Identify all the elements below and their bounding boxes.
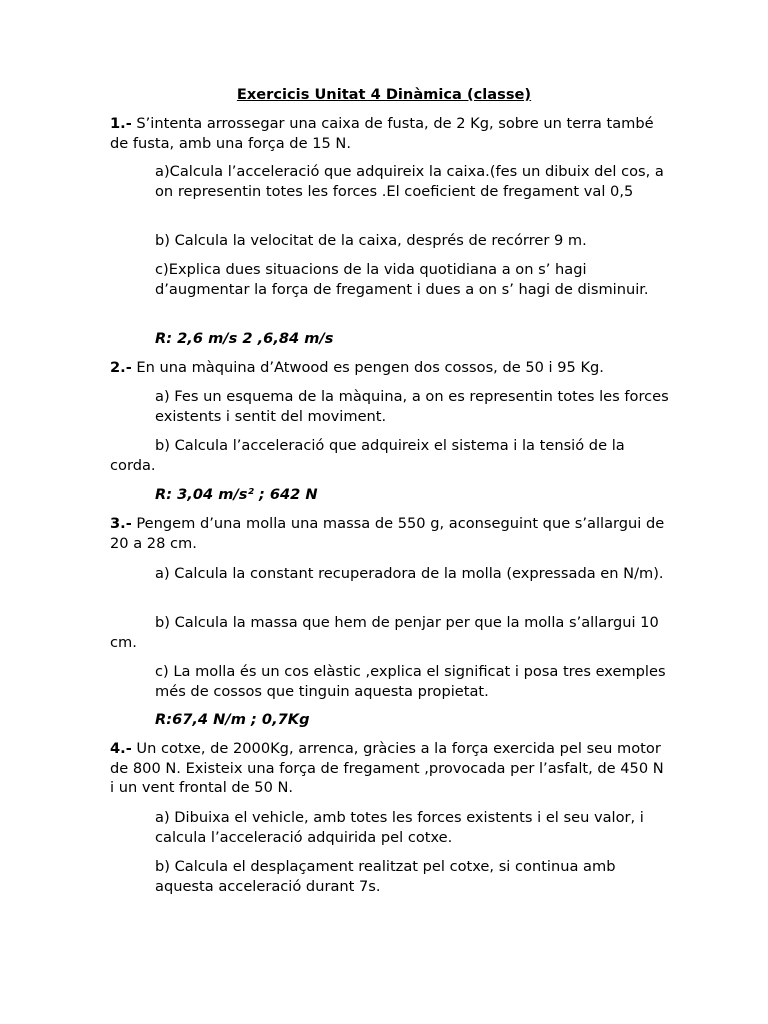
exercise-4-statement xyxy=(110,739,670,798)
exercise-1-part-a: a)Calcula l’acceleració que adquireix la caixa.(fes un dibuix del cos, a on representin totes les forces .El coeficient de fregament val 0,5 xyxy=(155,163,664,200)
exercise-3-part-a: a) Calcula la constant recuperadora de la molla (expressada en N/m). xyxy=(155,565,664,582)
exercise-1-number: 1.- xyxy=(110,115,132,132)
exercise-3-number: 3.- xyxy=(110,515,132,532)
exercise-2-text: En una màquina d’Atwood es pengen dos cossos, de 50 i 95 Kg. xyxy=(131,359,604,376)
exercise-3-answer: R:67,4 N/m ; 0,7Kg xyxy=(155,711,310,728)
exercise-3-part-b: b) Calcula la massa que hem de penjar per que la molla s’allargui 10 cm. xyxy=(110,614,659,651)
exercise-1-part-b: b) Calcula la velocitat de la caixa, després de recórrer 9 m. xyxy=(155,232,587,249)
exercise-3-text: Pengem d’una molla una massa de 550 g, aconseguint que s’allargui de 20 a 28 cm. xyxy=(110,515,665,552)
exercise-2-answer: R: 3,04 m/s² ; 642 N xyxy=(155,486,318,503)
exercise-4-part-a: a) Dibuixa el vehicle, amb totes les forces existents i el seu valor, i calcula l’acceleració adquirida pel cotxe. xyxy=(155,809,644,846)
exercise-2-part-b: b) Calcula l’acceleració que adquireix el sistema i la tensió de la corda. xyxy=(110,437,625,474)
exercise-1-part-c: c)Explica dues situacions de la vida quotidiana a on s’ hagi d’augmentar la força de fregament i dues a on s’ hagi de disminuir. xyxy=(155,261,649,298)
document-title: Exercicis Unitat 4 Dinàmica (classe) xyxy=(236,86,532,103)
exercise-2-part-a: a) Fes un esquema de la màquina, a on es representin totes les forces existents i sentit del moviment. xyxy=(155,388,669,425)
exercise-1-text: S’intenta arrossegar una caixa de fusta, de 2 Kg, sobre un terra també de fusta, amb una força de 15 N. xyxy=(110,115,654,152)
exercise-4-part-b: b) Calcula el desplaçament realitzat pel cotxe, si continua amb aquesta acceleració durant 7s. xyxy=(155,858,616,895)
exercise-1-statement xyxy=(110,114,670,153)
exercise-1-answer: R: 2,6 m/s 2 ,6,84 m/s xyxy=(155,330,334,347)
exercise-4-text: Un cotxe, de 2000Kg, arrenca, gràcies a la força exercida pel seu motor de 800 N. Existeix una força de fregament ,provocada per l’asfalt, de 450 N i un vent frontal de 50 N. xyxy=(110,740,664,797)
exercise-4-number: 4.- xyxy=(110,740,132,757)
exercise-3-statement xyxy=(110,514,670,553)
exercise-2-statement xyxy=(110,358,670,378)
exercise-2-number: 2.- xyxy=(110,359,132,376)
exercise-3-part-c: c) La molla és un cos elàstic ,explica el significat i posa tres exemples més de cossos que tinguin aquesta propietat. xyxy=(155,663,666,700)
